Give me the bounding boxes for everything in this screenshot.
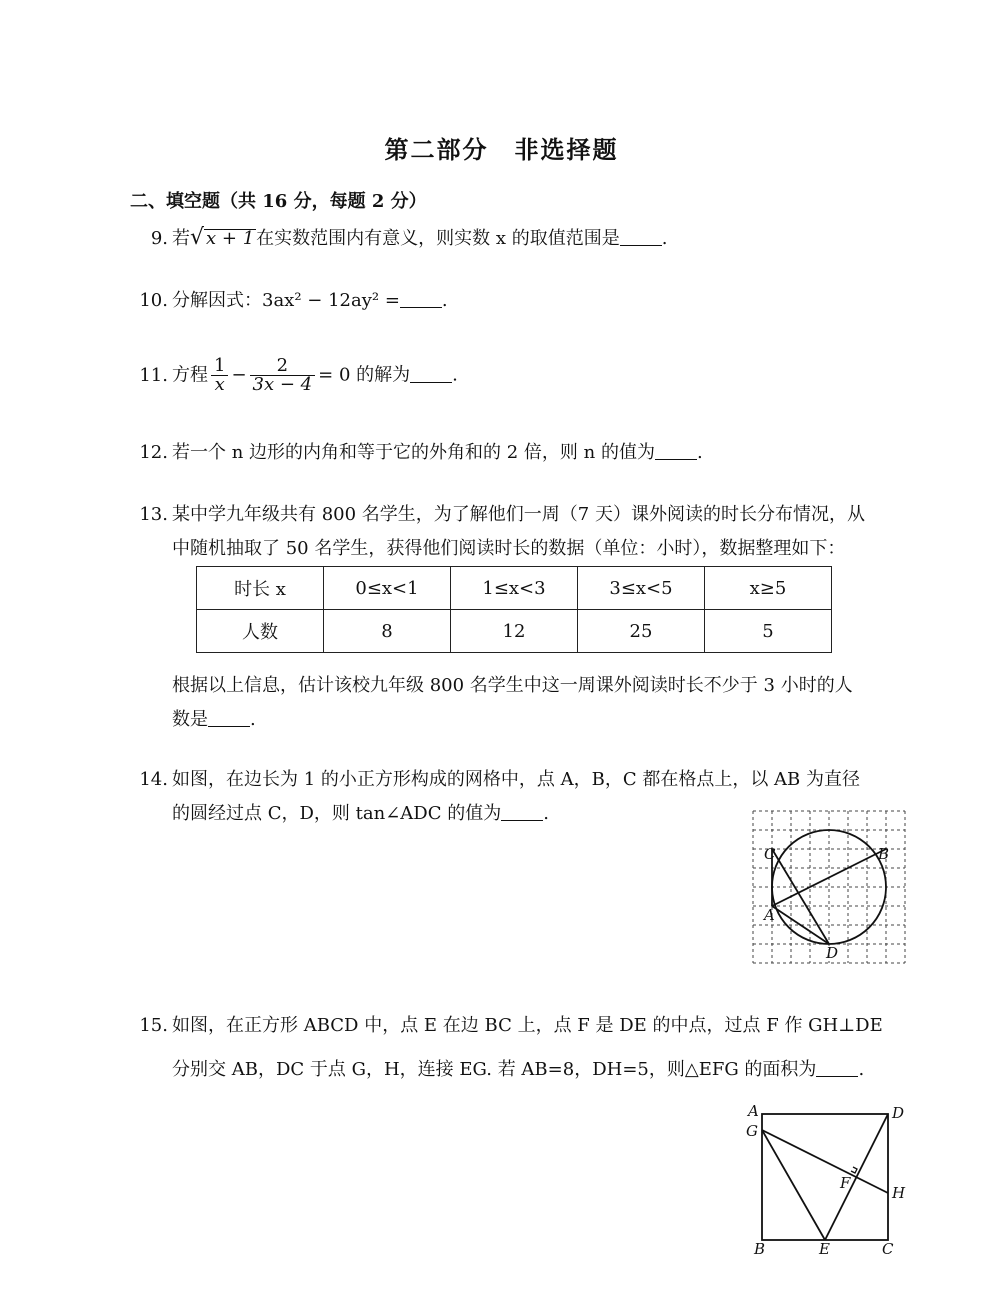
answer-blank[interactable] — [501, 802, 543, 821]
label-E: E — [819, 1240, 830, 1258]
label-A: A — [764, 906, 775, 924]
table-cell: 12 — [451, 610, 578, 653]
question-number: 15. — [139, 1015, 168, 1036]
radicand: x + 1 — [206, 228, 255, 249]
question-10: 10. 分解因式：3ax² − 12ay² = . — [126, 289, 448, 313]
question-14: 14. 如图，在边长为 1 的小正方形构成的网格中，点 A，B，C 都在格点上，以 AB 为直径 — [126, 768, 860, 792]
label-B: B — [754, 1240, 766, 1258]
table-cell: 人数 — [197, 610, 324, 653]
table-row — [197, 567, 832, 610]
radical-sign: √ — [190, 225, 205, 250]
question-number: 10. — [139, 290, 168, 311]
label-D: D — [892, 1104, 905, 1122]
answer-blank[interactable] — [655, 441, 697, 460]
table-cell: 1≤x<3 — [451, 567, 578, 610]
question-11: 11. 方程 $\frac{1}{x}$ − $\frac{2}{3x - 4}$ = 0 的解为 . — [126, 357, 458, 394]
question-15-line2: 分别交 AB，DC 于点 G，H，连接 EG. 若 AB=8，DH=5，则△EFG 的面积为 . — [172, 1059, 865, 1080]
table-cell: 3≤x<5 — [578, 567, 705, 610]
grid-lines — [753, 811, 905, 963]
table-cell: x≥5 — [705, 567, 832, 610]
answer-blank[interactable] — [620, 227, 662, 246]
question-number: 13. — [139, 504, 168, 525]
fraction-2: $\frac{2}{3x - 4}$ — [250, 357, 316, 394]
square-ABCD — [762, 1114, 888, 1240]
question-15: 15. 如图，在正方形 ABCD 中，点 E 在边 BC 上，点 F 是 DE 的中点，过点 F 作 GH⊥DE — [126, 1014, 883, 1038]
question-13-line2: 中随机抽取了 50 名学生，获得他们阅读时长的数据（单位：小时），数据整理如下： — [172, 538, 846, 559]
question-13-line4: 数是 . — [172, 709, 256, 730]
label-C: C — [764, 845, 776, 863]
table-cell: 时长 x — [197, 567, 324, 610]
table-cell: 8 — [324, 610, 451, 653]
label-A: A — [748, 1102, 759, 1120]
table-cell: 0≤x<1 — [324, 567, 451, 610]
answer-blank[interactable] — [400, 289, 442, 308]
label-C: C — [882, 1240, 894, 1258]
right-angle-mark — [851, 1167, 857, 1173]
question-number: 14. — [139, 769, 168, 790]
page-title: 第二部分 非选择题 — [384, 135, 619, 164]
question-number: 9. — [150, 228, 168, 249]
question-13: 13. 某中学九年级共有 800 名学生，为了解他们一周（7 天）课外阅读的时长分布情况，从 — [126, 503, 865, 527]
answer-blank[interactable] — [816, 1058, 858, 1077]
question-14-line2: 的圆经过点 C，D，则 tan∠ADC 的值为 . — [172, 803, 549, 824]
square-figure — [740, 1100, 915, 1260]
fraction-1: $\frac{1}{x}$ — [211, 357, 228, 394]
section-heading: 二、填空题（共 16 分，每题 2 分） — [130, 191, 427, 212]
label-F: F — [840, 1174, 851, 1192]
question-12: 12. 若一个 n 边形的内角和等于它的外角和的 2 倍，则 n 的值为 . — [126, 441, 703, 465]
table-cell: 25 — [578, 610, 705, 653]
answer-blank[interactable] — [410, 364, 452, 383]
reading-time-table — [196, 566, 832, 653]
question-13-line3: 根据以上信息，估计该校九年级 800 名学生中这一周课外阅读时长不少于 3 小时的人 — [172, 675, 853, 696]
label-D: D — [826, 944, 839, 962]
table-cell: 5 — [705, 610, 832, 653]
question-number: 11. — [139, 364, 168, 386]
question-9: 9. 若√ x + 1 在实数范围内有意义，则实数 x 的取值范围是 . — [126, 226, 668, 251]
segment-CD — [772, 849, 829, 944]
label-B: B — [878, 845, 890, 863]
question-number: 12. — [139, 442, 168, 463]
answer-blank[interactable] — [208, 708, 250, 727]
label-G: G — [746, 1122, 758, 1140]
label-H: H — [892, 1184, 906, 1202]
grid-circle-figure — [750, 808, 908, 968]
segment-DE — [825, 1114, 888, 1240]
table-row — [197, 610, 832, 653]
